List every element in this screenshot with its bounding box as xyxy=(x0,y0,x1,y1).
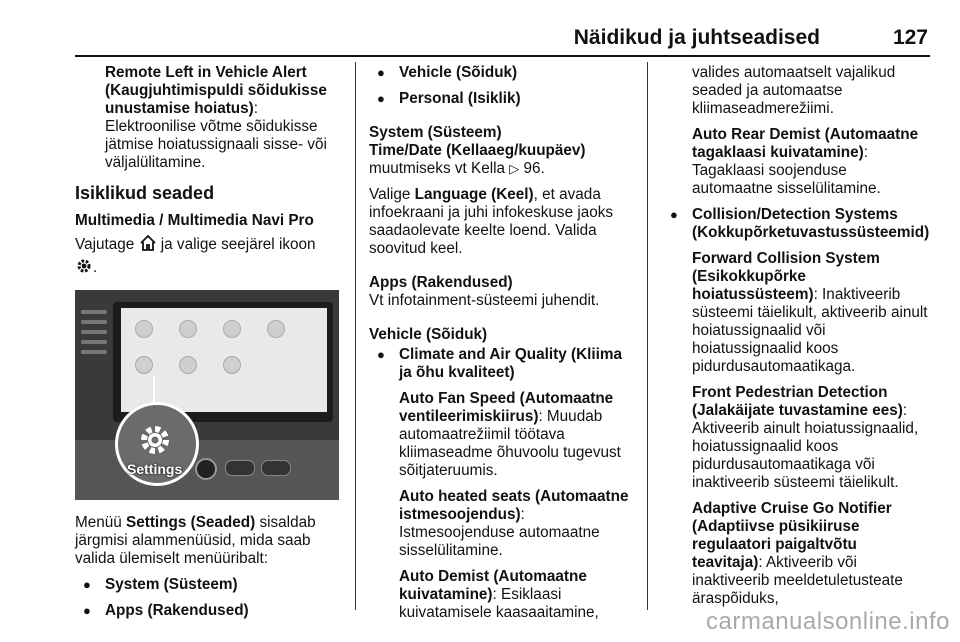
user-app-icon xyxy=(267,320,285,338)
settings-app-icon xyxy=(135,356,153,374)
apps-app-icon xyxy=(179,356,197,374)
infotainment-screen xyxy=(121,308,327,412)
column-2 xyxy=(369,64,637,630)
assist-app-icon xyxy=(223,356,241,374)
section-heading: Isiklikud seaded xyxy=(75,183,215,203)
list-item: ● Vehicle (Sõiduk) xyxy=(369,64,637,82)
gear-icon xyxy=(137,422,173,458)
apps-item: Apps (Rakendused) Vt infotainment-süsteemi juhendit. xyxy=(369,274,600,309)
intro-text: Vajutage ja valige seejärel ikoon . xyxy=(75,234,345,280)
vent-slat xyxy=(81,330,107,334)
heated-seats-item: Auto heated seats (Automaatne istmesoojendus): Istmesoojenduse automaatne sisselülitamine. xyxy=(399,488,629,559)
column-divider-2 xyxy=(647,62,648,610)
language-item: Valige Language (Keel), et avada infoekraani ja juhi infokeskuse jaoks saadaolevate keelte loend. Valida soovitud keel. xyxy=(369,186,614,257)
list-item: ● Personal (Isiklik) xyxy=(369,90,637,108)
fan-speed-item: Auto Fan Speed (Automaatne ventileerimiskiirus): Muudab automaatrežiimil töötava kliimaseadme õhuvoolu tugevust sõitjateruumis. xyxy=(399,390,621,479)
audio-app-icon xyxy=(135,320,153,338)
console-button xyxy=(261,460,291,476)
page-title: Näidikud ja juhtseadised xyxy=(573,26,820,49)
time-date-item: Time/Date (Kellaaeg/kuupäev) muutmiseks vt Kella ▷ 96. xyxy=(369,142,586,177)
list-item: ● Collision/Detection Systems (Kokkupõrketuvastussüsteemid) xyxy=(662,206,930,242)
pedestrian-detection-item: Front Pedestrian Detection (Jalakäijate tuvastamine ees): Aktiveerib ainult hoiatussignaalid, hoiatussignaalid koos pidurdusautomaatikaga või inaktiveerib süsteemi täielikult. xyxy=(692,384,919,491)
callout-pointer xyxy=(153,376,155,404)
vent-slat xyxy=(81,340,107,344)
navigation-app-icon xyxy=(223,320,241,338)
volume-knob-icon xyxy=(195,458,217,480)
demist-continued: valides automaatselt vajalikud seaded ja automaatse kliimaseadmerežiimi. xyxy=(692,64,896,117)
cruise-notifier-item: Adaptive Cruise Go Notifier (Adaptiivse püsikiiruse regulaatori paigaltvõtu teavitaja): Aktiveerib või inaktiveerib meeldetuletusteate äraspõiduks, xyxy=(692,500,903,607)
forward-collision-item: Forward Collision System (Esikokkupõrke hoiatussüsteem): Inaktiveerib süsteemi täielikult, aktiveerib ainult hoiatussignaalid või hoiatussignaalid koos pidurdusautomaatikaga. xyxy=(692,250,928,375)
vent-slat xyxy=(81,350,107,354)
section-subheading: Multimedia / Multimedia Navi Pro xyxy=(75,212,314,229)
settings-callout-label: Settings xyxy=(127,461,183,477)
vent-slat xyxy=(81,310,107,314)
home-icon xyxy=(139,234,157,257)
infotainment-figure xyxy=(75,290,339,500)
triangle-ref-icon: ▷ xyxy=(509,161,520,176)
rear-demist-item: Auto Rear Demist (Automaatne tagaklaasi kuivatamine): Tagaklaasi soojenduse automaatne sisselülitamine. xyxy=(692,126,919,197)
header-rule xyxy=(75,55,930,57)
list-item: ● Climate and Air Quality (Kliima ja õhu kvaliteet) xyxy=(369,346,637,382)
page-number: 127 xyxy=(892,26,928,49)
system-title: System (Süsteem) xyxy=(369,124,502,141)
list-item: ● System (Süsteem) xyxy=(75,576,345,594)
column-divider-1 xyxy=(355,62,356,610)
page-header xyxy=(0,26,960,56)
list-item: ● Apps (Rakendused) xyxy=(75,602,345,620)
console-button xyxy=(225,460,255,476)
column-1 xyxy=(75,64,345,628)
vehicle-title: Vehicle (Sõiduk) xyxy=(369,326,488,343)
gear-icon xyxy=(75,257,93,280)
watermark: carmanualsonline.info xyxy=(706,608,950,635)
phone-app-icon xyxy=(179,320,197,338)
column-3 xyxy=(662,64,930,616)
vent-slat xyxy=(81,320,107,324)
demist-item: Auto Demist (Automaatne kuivatamine): Esiklaasi kuivatamisele kaasaaitamine, xyxy=(399,568,599,621)
menu-description: Menüü Settings (Seaded) sisaldab järgmisi alammenüüsid, mida saab valida ülemiselt menüüribalt: xyxy=(75,514,316,567)
remote-left-item: Remote Left in Vehicle Alert (Kaugjuhtimispuldi sõidukisse unustamise hoiatus): Elektroonilise võtme sõidukisse jätmise hoiatussignaali sisse- või väljalülitamine. xyxy=(105,64,327,171)
